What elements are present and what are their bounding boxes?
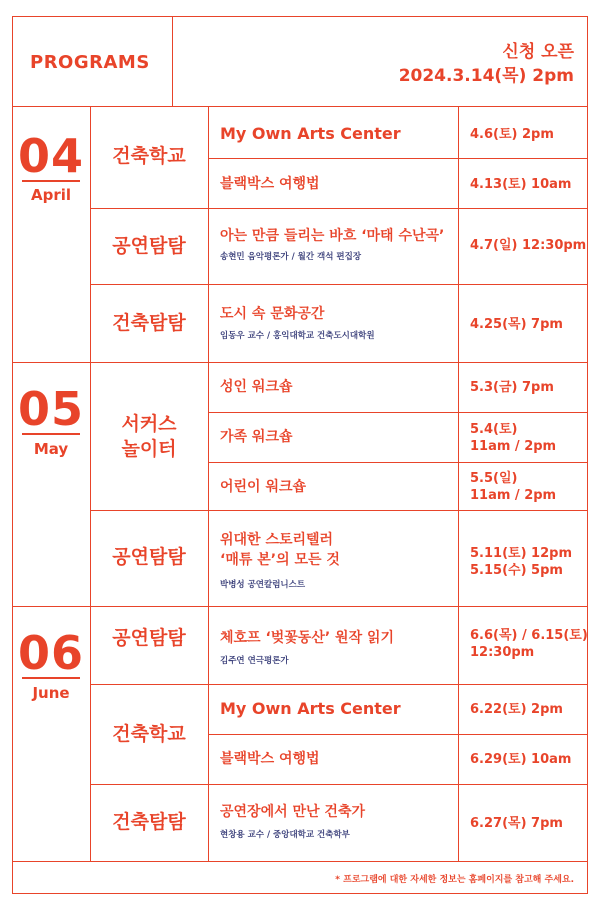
month-name: June [32,684,70,702]
month-underline [22,180,80,182]
month-number: 06 [17,626,84,680]
programs-title: PROGRAMS [30,52,150,73]
program-title: 블랙박스 여행법 [220,751,320,767]
program-title: 도시 속 문화공간 [220,306,325,322]
program-subtitle: 임동우 교수 / 홍익대학교 건축도시대학원 [220,331,375,341]
program-subtitle: 송현민 음악평론가 / 월간 객석 편집장 [220,252,362,262]
date-column-divider [458,106,459,861]
month-underline [22,677,80,679]
program-title: 성인 워크숍 [220,379,293,395]
month-number: 05 [17,382,84,436]
program-subtitle: 현창용 교수 / 중앙대학교 건축학부 [220,830,350,840]
month-number: 04 [17,129,84,183]
category-label: 건축학교 [112,145,186,167]
program-date: 4.7(일) 12:30pm [470,238,587,253]
program-title: 위대한 스토리텔러 ‘매튜 본’의 모든 것 [220,532,340,568]
program-date: 6.6(목) / 6.15(토) 12:30pm [470,628,588,660]
program-subtitle: 박병성 공연칼럼니스트 [220,580,306,590]
header-rule [12,106,588,107]
program-date: 4.13(토) 10am [470,177,572,192]
program-title: 공연장에서 만난 건축가 [220,804,365,820]
program-title: My Own Arts Center [220,699,401,718]
program-title: 체호프 ‘벚꽃동산’ 원작 읽기 [220,630,395,646]
program-title: My Own Arts Center [220,124,401,143]
footnote: * 프로그램에 대한 자세한 정보는 홈페이지를 참고해 주세요. [335,875,574,885]
group-rule [90,510,588,511]
program-title: 아는 만큼 들리는 바흐 ‘마태 수난곡’ [220,228,445,244]
program-date: 5.3(금) 7pm [470,380,554,395]
program-date: 5.4(토) 11am / 2pm [470,422,557,454]
open-datetime: 2024.3.14(목) 2pm [398,66,574,86]
program-date: 5.5(일) 11am / 2pm [470,471,557,503]
category-label: 건축학교 [112,723,186,745]
category-label: 공연탐탐 [112,235,186,257]
row-rule [208,158,588,159]
month-rule-line [12,362,588,363]
category-label: 공연탐탐 [112,627,186,649]
program-date: 4.25(목) 7pm [470,317,563,332]
program-date: 6.22(토) 2pm [470,702,563,717]
category-label: 건축탐탐 [112,811,186,833]
program-subtitle: 김주연 연극평론가 [220,656,289,666]
table-bottom-rule [12,861,588,862]
program-title: 가족 워크숍 [220,429,293,445]
group-rule [90,284,588,285]
program-title: 블랙박스 여행법 [220,176,320,192]
row-rule [208,734,588,735]
group-rule [90,208,588,209]
category-label: 건축탐탐 [112,312,186,334]
category-column-divider [208,106,209,861]
program-date: 5.11(토) 12pm 5.15(수) 5pm [470,546,572,578]
program-date: 6.27(목) 7pm [470,816,563,831]
category-label: 공연탐탐 [112,546,186,568]
open-label: 신청 오픈 [502,42,574,62]
month-rule-line [12,606,588,607]
program-title: 어린이 워크숍 [220,479,307,495]
month-underline [22,433,80,435]
month-name: May [33,440,69,458]
month-name: April [30,186,72,204]
group-rule [90,684,588,685]
program-date: 4.6(토) 2pm [470,127,554,142]
header-divider [172,16,173,106]
row-rule [208,412,588,413]
category-label: 서커스 놀이터 [121,413,177,460]
month-column-divider [90,106,91,861]
group-rule [90,784,588,785]
program-date: 6.29(토) 10am [470,752,572,767]
open-info [399,40,574,88]
row-rule [208,462,588,463]
